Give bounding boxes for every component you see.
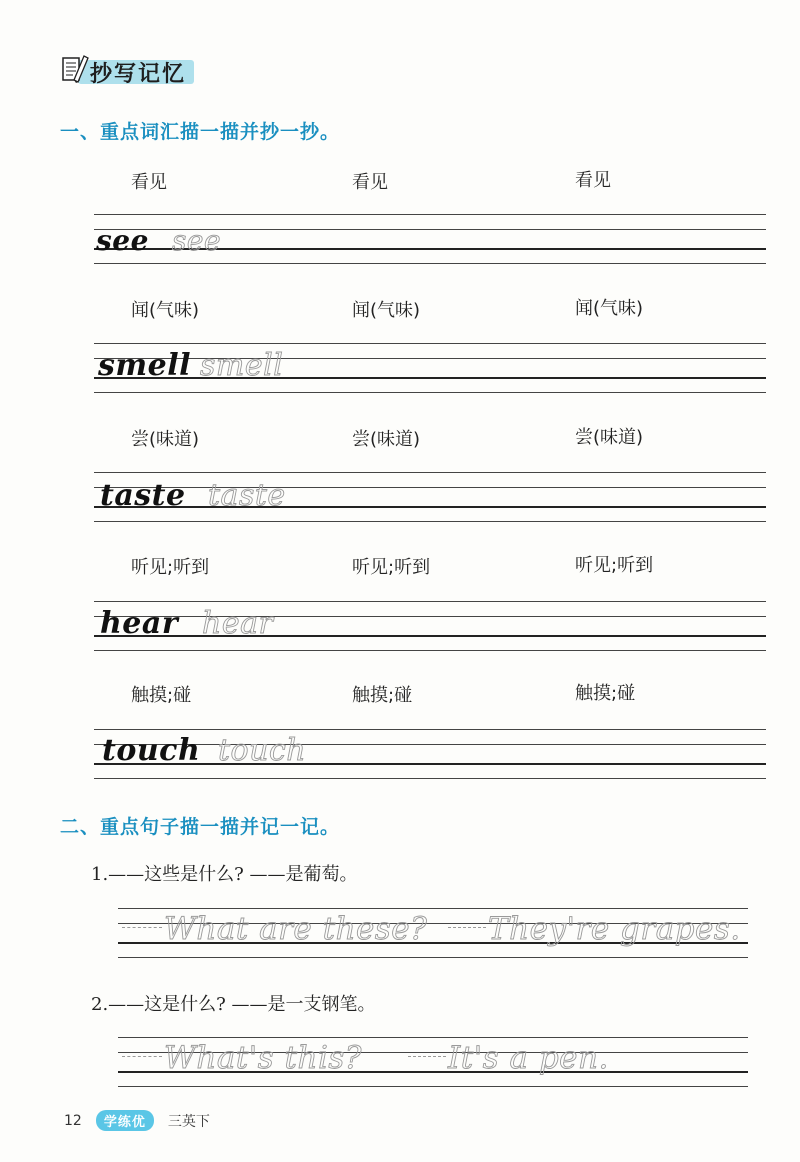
meaning-2: 闻(气味)	[352, 300, 421, 321]
meaning-2: 看见	[352, 172, 388, 193]
section-one-title: 一、重点词汇描一描并抄一抄。	[60, 121, 341, 143]
publisher-logo: 学练优	[96, 1110, 154, 1131]
dash-trace	[408, 1056, 446, 1057]
trace-word: taste	[208, 478, 286, 513]
trace-word: smell	[200, 348, 284, 383]
sentence-prompt: 1.——这些是什么? ——是葡萄。	[91, 864, 358, 885]
dash-trace	[448, 927, 486, 928]
pencil-notebook-icon	[60, 52, 90, 86]
meaning-3: 看见	[575, 170, 611, 191]
vocab-word: hear	[100, 606, 179, 641]
sentence-prompt: 2.——这是什么? ——是一支钢笔。	[91, 994, 376, 1015]
dash-trace	[122, 927, 162, 928]
trace-word: touch	[218, 733, 307, 768]
page-number: 12	[64, 1112, 82, 1129]
meaning-2: 尝(味道)	[352, 429, 421, 450]
meaning-3: 触摸;碰	[575, 683, 636, 704]
meaning-1: 闻(气味)	[131, 300, 200, 321]
trace-question: What are these?	[164, 911, 428, 947]
trace-answer: It's a pen.	[448, 1040, 609, 1076]
trace-word: see	[172, 224, 222, 257]
meaning-1: 尝(味道)	[131, 429, 200, 450]
trace-word: hear	[202, 606, 274, 641]
vocab-word: see	[96, 224, 149, 257]
meaning-3: 闻(气味)	[575, 298, 644, 319]
vocab-word: touch	[102, 733, 201, 768]
badge-title: 抄写记忆	[90, 62, 187, 87]
vocab-word: smell	[98, 348, 192, 383]
section-two-title: 二、重点句子描一描并记一记。	[60, 816, 341, 838]
writing-lines[interactable]	[94, 472, 766, 522]
meaning-3: 尝(味道)	[575, 427, 644, 448]
meaning-2: 听见;听到	[352, 557, 431, 578]
meaning-1: 看见	[131, 172, 167, 193]
meaning-3: 听见;听到	[575, 555, 654, 576]
meaning-1: 触摸;碰	[131, 685, 192, 706]
writing-lines[interactable]	[94, 343, 766, 393]
trace-question: What's this?	[164, 1040, 362, 1076]
dash-trace	[122, 1056, 162, 1057]
trace-answer: They're grapes.	[488, 911, 741, 947]
meaning-2: 触摸;碰	[352, 685, 413, 706]
writing-lines[interactable]	[94, 601, 766, 651]
section-badge	[60, 56, 194, 86]
grade-label: 三英下	[167, 1113, 210, 1130]
vocab-word: taste	[100, 478, 186, 513]
meaning-1: 听见;听到	[131, 557, 210, 578]
page-footer	[64, 1110, 210, 1131]
